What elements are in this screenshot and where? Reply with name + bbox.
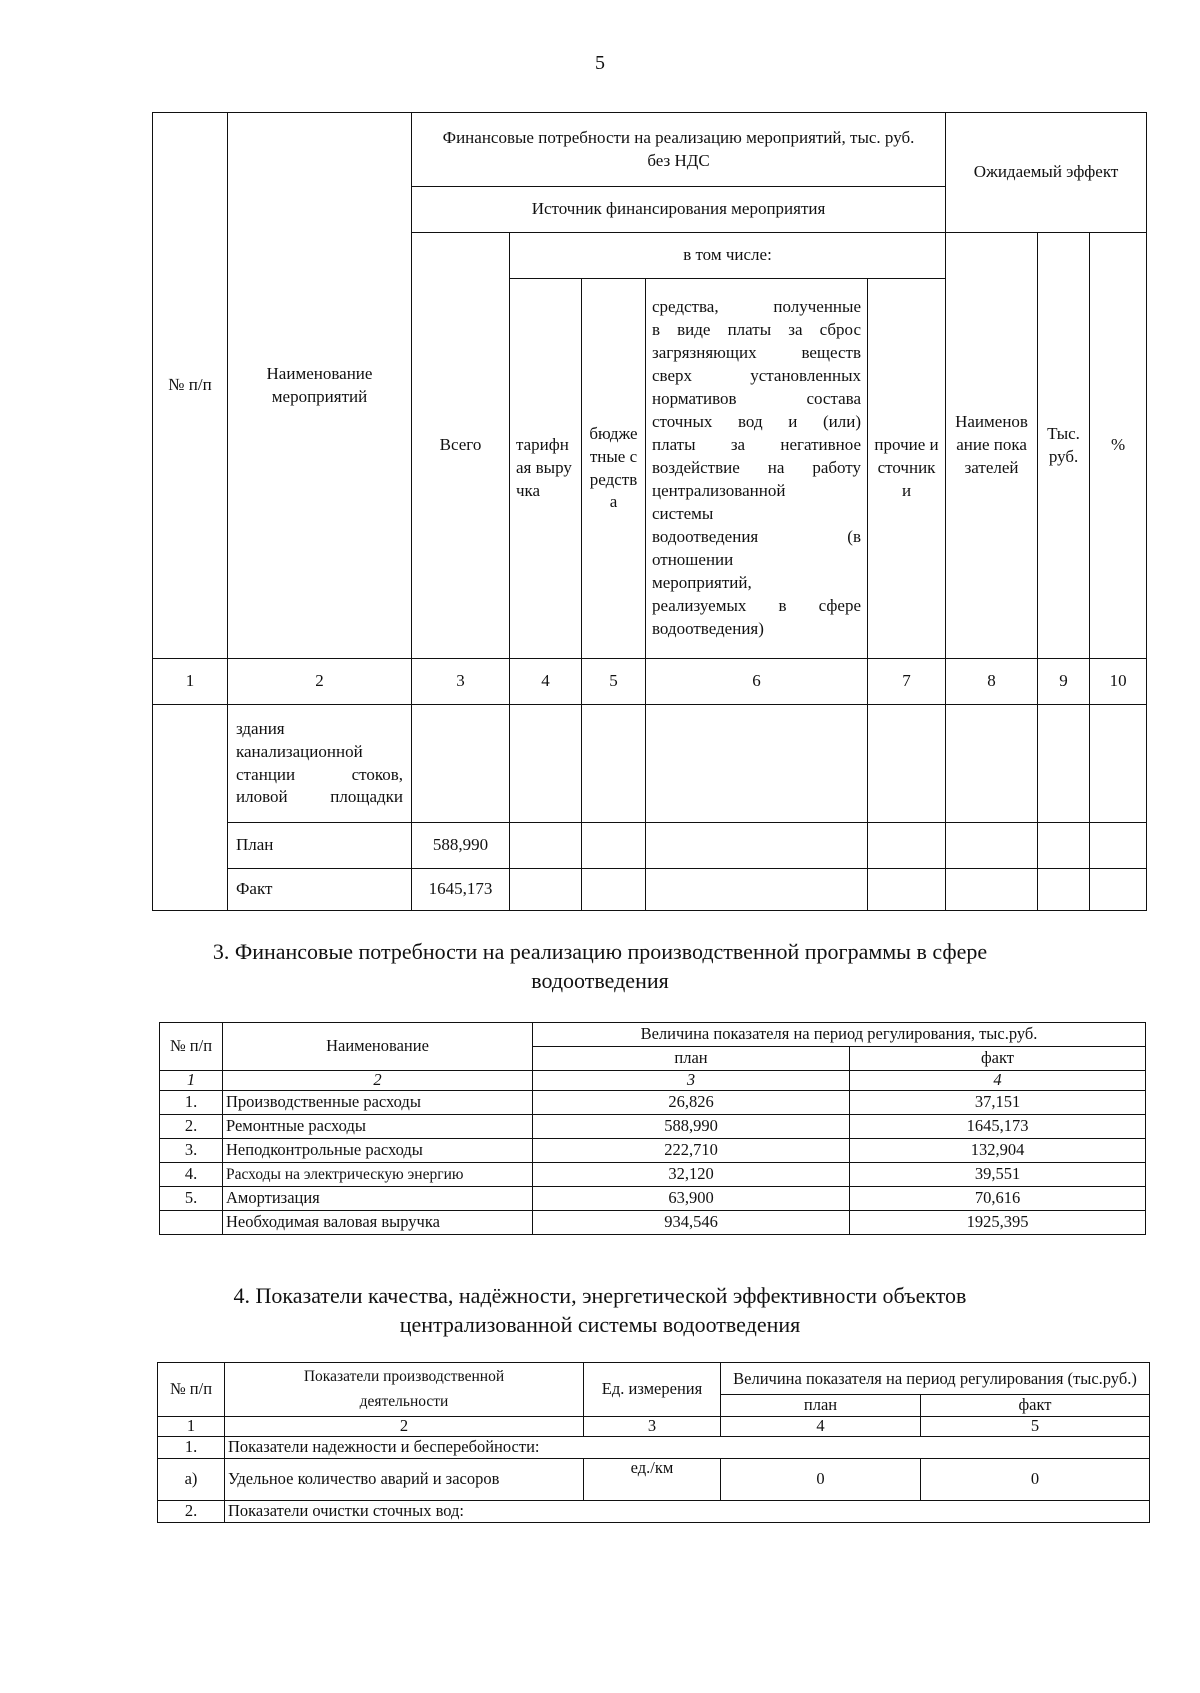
measure-name-text [236, 718, 403, 810]
empty-cell [946, 869, 1038, 911]
table-row [153, 869, 1147, 911]
t3-col-num-3: 3 [533, 1071, 850, 1091]
t3-header-plan: план [533, 1047, 850, 1071]
t4-header-fact: факт [921, 1395, 1150, 1417]
t3-header-fact: факт [850, 1047, 1146, 1071]
col-num-2: 2 [228, 659, 412, 705]
pollutant-fees-text [652, 296, 861, 640]
col-num-4: 4 [510, 659, 582, 705]
row-fact: 39,551 [850, 1163, 1146, 1187]
header-total: Всего [412, 233, 510, 659]
fact-label: Факт [228, 869, 412, 911]
empty-cell [153, 705, 228, 911]
row-num: 4. [160, 1163, 223, 1187]
row-plan: 26,826 [533, 1091, 850, 1115]
section-4-title: 4. Показатели качества, надёжности, энергетической эффективности объектов централизованной системы водоотведения [233, 1283, 967, 1337]
empty-cell [582, 869, 646, 911]
text-line: иловой площадки [236, 787, 403, 807]
column-number-row [153, 659, 1147, 705]
table-row [160, 1163, 1146, 1187]
empty-cell [868, 869, 946, 911]
text-line: загрязняющих веществ [652, 343, 861, 363]
table-row [153, 823, 1147, 869]
header-funding-source: Источник финансирования мероприятия [412, 187, 946, 233]
text-line: здания [236, 718, 285, 738]
t4-col-num-4: 4 [721, 1417, 921, 1437]
t3-col-num-4: 4 [850, 1071, 1146, 1091]
row-name: Производственные расходы [223, 1091, 533, 1115]
t3-col-num-2: 2 [223, 1071, 533, 1091]
row-plan: 63,900 [533, 1187, 850, 1211]
empty-cell [946, 823, 1038, 869]
row-num: 5. [160, 1187, 223, 1211]
fact-total: 1645,173 [412, 869, 510, 911]
plan-total: 588,990 [412, 823, 510, 869]
t4-header-plan: план [721, 1395, 921, 1417]
row-name: Удельное количество аварий и засоров [225, 1459, 584, 1501]
row-plan: 934,546 [533, 1211, 850, 1235]
header-percent: % [1090, 233, 1147, 659]
empty-cell [1038, 869, 1090, 911]
header-indicator-name: Наименование показателей [946, 233, 1038, 659]
quality-indicators-table [157, 1362, 1150, 1523]
text-line: водоотведения) [652, 618, 764, 638]
header-tariff-revenue: тарифная выручка [510, 279, 582, 659]
text-line: централизованной [652, 480, 786, 500]
t4-header-value: Величина показателя на период регулирования (тыс.руб.) [721, 1363, 1150, 1395]
row-num: 1. [158, 1437, 225, 1459]
text-line: отношении [652, 549, 734, 569]
row-unit: ед./км [584, 1459, 721, 1501]
text-line: реализуемых в сфере [652, 595, 861, 615]
t4-header-unit: Ед. измерения [584, 1363, 721, 1417]
header-including: в том числе: [510, 233, 946, 279]
col-num-6: 6 [646, 659, 868, 705]
measure-name-cell [228, 705, 412, 823]
empty-cell [1090, 705, 1147, 823]
t3-header-value: Величина показателя на период регулирования, тыс.руб. [533, 1023, 1146, 1047]
t4-col-num-1: 1 [158, 1417, 225, 1437]
text-line: мероприятий, [652, 572, 752, 592]
row-plan: 32,120 [533, 1163, 850, 1187]
empty-cell [946, 705, 1038, 823]
empty-cell [1090, 869, 1147, 911]
row-fact: 70,616 [850, 1187, 1146, 1211]
wastewater-treatment-section-label: Показатели очистки сточных вод: [225, 1501, 1150, 1523]
t3-col-num-1: 1 [160, 1071, 223, 1091]
row-name: Расходы на электрическую энергию [223, 1163, 533, 1187]
row-num [160, 1211, 223, 1235]
empty-cell [510, 823, 582, 869]
row-fact: 1925,395 [850, 1211, 1146, 1235]
col-num-1: 1 [153, 659, 228, 705]
text-line: платы за негативное [652, 435, 861, 455]
row-name: Необходимая валовая выручка [223, 1211, 533, 1235]
t4-header-indicators: Показатели производственной деятельности [225, 1363, 584, 1417]
empty-cell [1038, 705, 1090, 823]
row-plan: 0 [721, 1459, 921, 1501]
table-row [158, 1437, 1150, 1459]
table-row [160, 1187, 1146, 1211]
header-pollutant-fees [646, 279, 868, 659]
header-other-sources: прочие источники [868, 279, 946, 659]
empty-cell [646, 869, 868, 911]
row-num: а) [158, 1459, 225, 1501]
empty-cell [1038, 823, 1090, 869]
empty-cell [582, 705, 646, 823]
t4-header-num: № п/п [158, 1363, 225, 1417]
page-number: 5 [595, 52, 605, 74]
text-line: сточных вод и (или) [652, 412, 861, 432]
production-program-table [159, 1022, 1146, 1235]
row-plan: 588,990 [533, 1115, 850, 1139]
empty-cell [582, 823, 646, 869]
text-line: станции стоков, [236, 764, 403, 784]
text-line: средства, полученные [652, 297, 861, 317]
empty-cell [646, 705, 868, 823]
col-num-7: 7 [868, 659, 946, 705]
text-line: водоотведения (в [652, 526, 861, 546]
empty-cell [510, 705, 582, 823]
text-line: канализационной [236, 741, 363, 761]
measures-financing-table [152, 112, 1147, 911]
row-fact: 0 [921, 1459, 1150, 1501]
col-num-9: 9 [1038, 659, 1090, 705]
empty-cell [412, 705, 510, 823]
table-row [160, 1091, 1146, 1115]
text-line: сверх установленных [652, 366, 861, 386]
col-num-3: 3 [412, 659, 510, 705]
section-3-title: 3. Финансовые потребности на реализацию производственной программы в сфере водоотведения [212, 939, 988, 993]
t4-col-num-5: 5 [921, 1417, 1150, 1437]
col-num-10: 10 [1090, 659, 1147, 705]
table-row [160, 1115, 1146, 1139]
row-fact: 132,904 [850, 1139, 1146, 1163]
table-row [160, 1139, 1146, 1163]
table-row [153, 705, 1147, 823]
row-num: 1. [160, 1091, 223, 1115]
empty-cell [868, 705, 946, 823]
table-row [160, 1211, 1146, 1235]
text-line: воздействие на работу [652, 458, 861, 478]
header-budget-funds: бюджетные средства [582, 279, 646, 659]
header-financial-needs: Финансовые потребности на реализацию мероприятий, тыс. руб. без НДС [412, 113, 946, 187]
row-name: Ремонтные расходы [223, 1115, 533, 1139]
row-num: 3. [160, 1139, 223, 1163]
col-num-8: 8 [946, 659, 1038, 705]
row-plan: 222,710 [533, 1139, 850, 1163]
row-name: Неподконтрольные расходы [223, 1139, 533, 1163]
row-fact: 1645,173 [850, 1115, 1146, 1139]
t3-header-name: Наименование [223, 1023, 533, 1071]
header-expected-effect: Ожидаемый эффект [946, 113, 1147, 233]
table-row [158, 1501, 1150, 1523]
header-thousand-rub: Тыс. руб. [1038, 233, 1090, 659]
t4-col-num-3: 3 [584, 1417, 721, 1437]
table-row [158, 1459, 1150, 1501]
text-line: нормативов состава [652, 389, 861, 409]
empty-cell [646, 823, 868, 869]
row-name: Амортизация [223, 1187, 533, 1211]
header-measure-name: Наименование мероприятий [228, 113, 412, 659]
empty-cell [868, 823, 946, 869]
row-num: 2. [160, 1115, 223, 1139]
text-line: системы [652, 503, 714, 523]
text-line: в виде платы за сброс [652, 320, 861, 340]
t4-col-num-2: 2 [225, 1417, 584, 1437]
empty-cell [510, 869, 582, 911]
row-num: 2. [158, 1501, 225, 1523]
header-num: № п/п [153, 113, 228, 659]
col-num-5: 5 [582, 659, 646, 705]
reliability-section-label: Показатели надежности и бесперебойности: [225, 1437, 1150, 1459]
row-fact: 37,151 [850, 1091, 1146, 1115]
t3-header-num: № п/п [160, 1023, 223, 1071]
plan-label: План [228, 823, 412, 869]
empty-cell [1090, 823, 1147, 869]
